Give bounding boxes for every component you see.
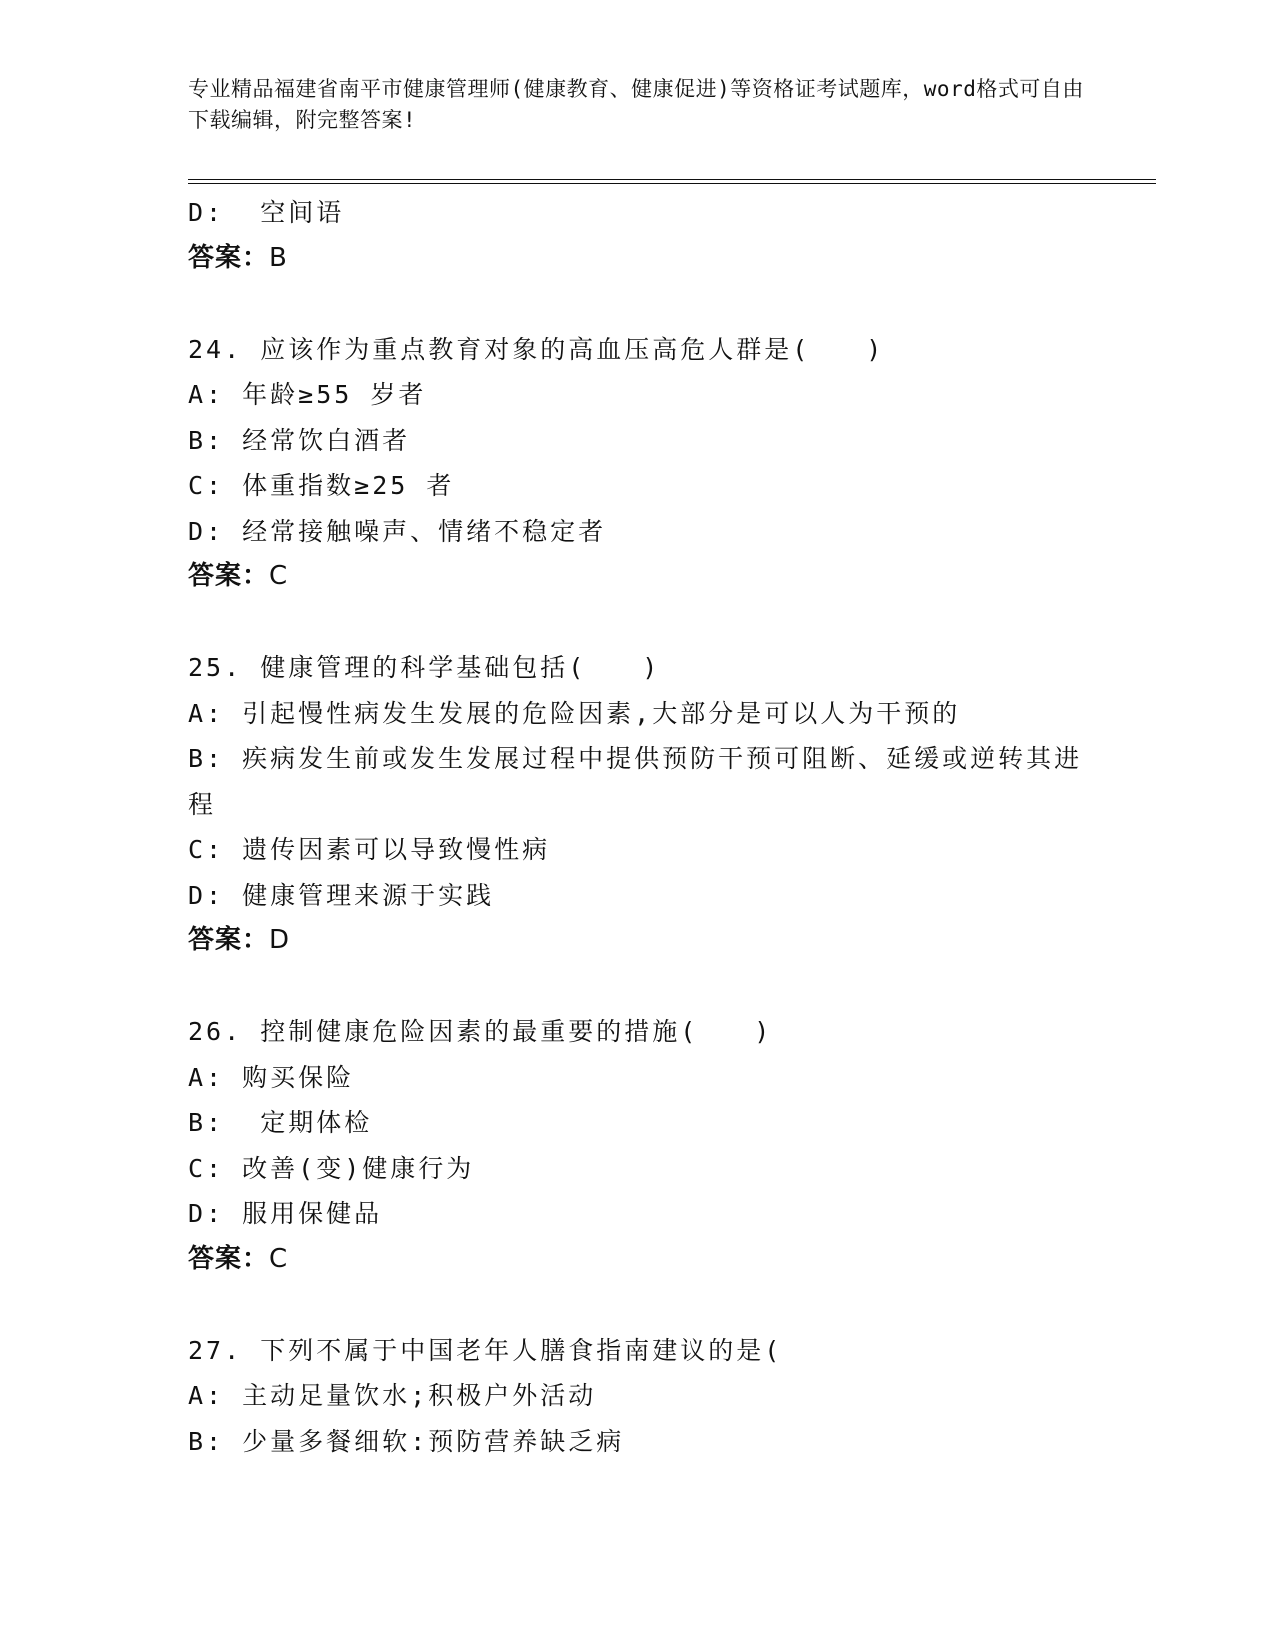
option-a: A: 主动足量饮水;积极户外活动 xyxy=(188,1381,597,1410)
page-header: 专业精品福建省南平市健康管理师(健康教育、健康促进)等资格证考试题库，word格式可自由下载编辑，附完整答案! xyxy=(188,77,1084,132)
option-d: D: 空间语 xyxy=(188,198,345,227)
answer-line xyxy=(188,554,1108,600)
answer-value: D xyxy=(269,925,291,955)
answer-label: 答案： xyxy=(188,242,270,273)
option-b: B: 疾病发生前或发生发展过程中提供预防干预可阻断、延缓或逆转其进程 xyxy=(188,744,1083,819)
answer-value: C xyxy=(269,1243,289,1274)
answer-value: C xyxy=(269,561,289,591)
answer-label: 答案： xyxy=(188,925,270,955)
question-stem: 25. 健康管理的科学基础包括( ) xyxy=(188,653,661,682)
option-c: C: 改善(变)健康行为 xyxy=(188,1153,475,1183)
question-stem: 27. 下列不属于中国老年人膳食指南建议的是( xyxy=(188,1335,783,1365)
option-c: C: 遗传因素可以导致慢性病 xyxy=(188,835,551,864)
header-rule-bottom xyxy=(188,183,1156,184)
option-c: C: 体重指数≥25 者 xyxy=(188,471,455,500)
question-stem: 24. 应该作为重点教育对象的高血压高危人群是( ) xyxy=(188,334,885,364)
answer-label: 答案： xyxy=(188,1243,270,1274)
answer-line xyxy=(188,236,1108,282)
question-stem: 26. 控制健康危险因素的最重要的措施( ) xyxy=(188,1017,773,1046)
header-rule-top xyxy=(188,179,1156,180)
answer-value: B xyxy=(269,242,288,273)
carryover-block xyxy=(188,190,1108,281)
option-a: A: 年龄≥55 岁者 xyxy=(188,380,427,409)
question-25 xyxy=(188,645,1108,964)
question-26 xyxy=(188,1009,1108,1282)
answer-line xyxy=(188,918,1108,964)
answer-label: 答案： xyxy=(188,561,270,591)
option-d: D: 健康管理来源于实践 xyxy=(188,880,495,910)
option-a: A: 引起慢性病发生发展的危险因素,大部分是可以人为干预的 xyxy=(188,698,961,728)
option-d: D: 服用保健品 xyxy=(188,1199,383,1228)
question-27 xyxy=(188,1328,1108,1465)
option-d: D: 经常接触噪声、情绪不稳定者 xyxy=(188,516,607,546)
option-a: A: 购买保险 xyxy=(188,1062,355,1092)
option-b: B: 少量多餐细软:预防营养缺乏病 xyxy=(188,1426,625,1456)
option-b: B: 经常饮白酒者 xyxy=(188,425,411,455)
question-24 xyxy=(188,327,1108,600)
question-list xyxy=(188,190,1108,1464)
option-b: B: 定期体检 xyxy=(188,1108,373,1137)
answer-line xyxy=(188,1237,1108,1283)
